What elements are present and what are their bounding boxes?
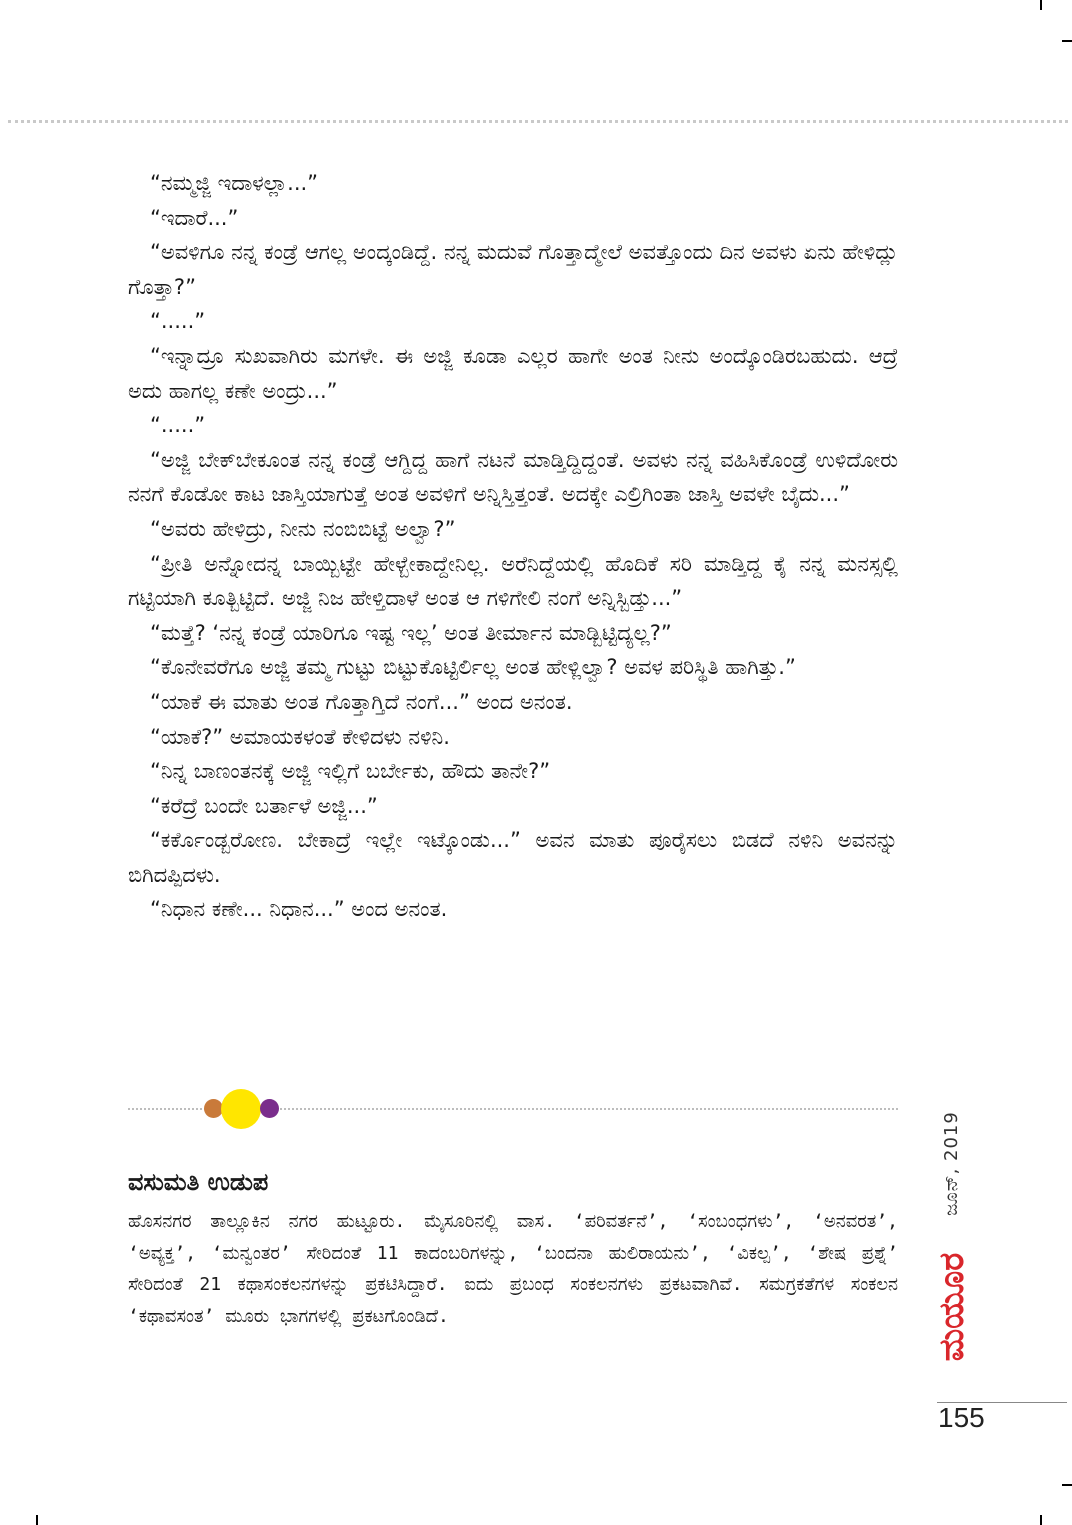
story-paragraph: “ಇದಾರೆ...” bbox=[150, 205, 239, 230]
story-paragraph: “ಮತ್ತೆ? ‘ನನ್ನ ಕಂಡ್ರೆ ಯಾರಿಗೂ ಇಷ್ಟ ಇಲ್ಲ’ ಅಂತ ತೀರ್ಮಾನ ಮಾಡ್ಬಿಟ್ಟಿದ್ಯಲ್ಲ?” bbox=[150, 620, 672, 645]
story-paragraph: “ಯಾಕೆ?” ಅಮಾಯಕಳಂತೆ ಕೇಳಿದಳು ನಳಿನಿ. bbox=[150, 724, 450, 749]
story-paragraph: “ನಮ್ಮಜ್ಜಿ ಇದಾಳಲ್ಲಾ...” bbox=[150, 171, 319, 195]
story-paragraph: “.....” bbox=[150, 413, 206, 438]
magazine-logo-text: ಮಯೂರ bbox=[932, 1252, 972, 1362]
author-bio: ಹೊಸನಗರ ತಾಲ್ಲೂಕಿನ ನಗರ ಹುಟ್ಟೂರು. ಮೈಸೂರಿನಲ್ಲಿ ವಾಸ. ‘ಪರಿವರ್ತನೆ’, ‘ಸಂಬಂಧಗಳು’, ‘ಅನವರತ’, ‘ಅವ್ಯಕ್ತ’, ‘ಮನ್ವಂತರ’ ಸೇರಿದಂತೆ 11 ಕಾದಂಬರಿಗಳನ್ನು, ‘ಬಂದನಾ ಹುಲಿರಾಯನು’, ‘ವಿಕಲ್ಪ’, ‘ಶೇಷ ಪ್ರಶ್ನೆ’ ಸೇರಿದಂತೆ 21 ಕಥಾಸಂಕಲನಗಳನ್ನು ಪ್ರಕಟಿಸಿದ್ದಾರೆ. ಐದು ಪ್ರಬಂಧ ಸಂಕಲನಗಳು ಪ್ರಕಟವಾಗಿವೆ. ಸಮಗ್ರಕತೆಗಳ ಸಂಕಲನ ‘ಕಥಾವಸಂತ’ ಮೂರು ಭಾಗಗಳಲ್ಲಿ ಪ್ರಕಟಗೊಂಡಿದೆ. bbox=[128, 1211, 898, 1327]
separator-dot-center bbox=[221, 1089, 261, 1129]
separator-dot-right bbox=[260, 1099, 279, 1118]
crop-mark-top-right-vertical bbox=[1040, 0, 1042, 10]
story-paragraph: “ಅವರು ಹೇಳಿದ್ರು, ನೀನು ನಂಬಿಬಿಟ್ಟೆ ಅಲ್ವಾ?” bbox=[150, 516, 456, 541]
magazine-logo bbox=[932, 1232, 972, 1382]
story-paragraph: “ಕೊನೇವರೆಗೂ ಅಜ್ಜಿ ತಮ್ಮ ಗುಟ್ಟು ಬಿಟ್ಟುಕೊಟ್ಟಿರ್ಲಿಲ್ಲ ಅಂತ ಹೇಳ್ಲಿಲ್ವಾ? ಅವಳ ಪರಿಸ್ಥಿತಿ ಹಾಗಿತ್ತು.” bbox=[150, 655, 796, 680]
story-paragraph: “.....” bbox=[150, 309, 206, 334]
crop-mark-bottom-right-vertical bbox=[1040, 1515, 1042, 1525]
issue-date-text: ಜೂನ್, 2019 bbox=[940, 1110, 962, 1216]
story-paragraph: “ಯಾಕೆ ಈ ಮಾತು ಅಂತ ಗೊತ್ತಾಗ್ತಿದೆ ನಂಗೆ...” ಅಂದ ಅನಂತ. bbox=[150, 689, 573, 714]
author-name: ವಸುಮತಿ ಉಡುಪ bbox=[128, 1168, 269, 1196]
story-paragraph: “ಕರೆದ್ರೆ ಬಂದೇ ಬರ್ತಾಳೆ ಅಜ್ಜಿ...” bbox=[150, 793, 378, 818]
story-paragraph: “ಕರ್ಕೊಂಡ್ಬರೋಣ. ಬೇಕಾದ್ರೆ ಇಲ್ಲೇ ಇಟ್ಕೊಂಡು...” ಅವನ ಮಾತು ಪೂರೈಸಲು ಬಿಡದೆ ನಳಿನಿ ಅವನನ್ನು ಬಿಗಿದಪ್ಪಿದಳು. bbox=[128, 828, 898, 887]
story-paragraph: “ಇನ್ನಾದ್ರೂ ಸುಖವಾಗಿರು ಮಗಳೇ. ಈ ಅಜ್ಜಿ ಕೂಡಾ ಎಲ್ಲರ ಹಾಗೇ ಅಂತ ನೀನು ಅಂದ್ಕೊಂಡಿರಬಹುದು. ಆದ್ರೆ ಅದು ಹಾಗಲ್ಲ ಕಣೇ ಅಂದ್ರು...” bbox=[128, 343, 898, 403]
story-paragraph: “ಅವಳಿಗೂ ನನ್ನ ಕಂಡ್ರೆ ಆಗಲ್ಲ ಅಂದ್ಕಂಡಿದ್ದೆ. ನನ್ನ ಮದುವೆ ಗೊತ್ತಾದ್ಮೇಲೆ ಅವತ್ತೊಂದು ದಿನ ಅವಳು ಏನು ಹೇಳಿದ್ಲು ಗೊತ್ತಾ?” bbox=[128, 240, 898, 299]
crop-mark-bottom-right-horizontal bbox=[1062, 1484, 1072, 1486]
crop-mark-top-right-horizontal bbox=[1062, 40, 1072, 42]
story-paragraph: “ಅಜ್ಜಿ ಬೇಕ್‌ಬೇಕೂಂತ ನನ್ನ ಕಂಡ್ರೆ ಆಗ್ದಿದ್ದ ಹಾಗೆ ನಟನೆ ಮಾಡ್ತಿದ್ದಿದ್ದಂತೆ. ಅವಳು ನನ್ನ ವಹಿಸಿಕೊಂಡ್ರೆ ಉಳಿದೋರು ನನಗೆ ಕೊಡೋ ಕಾಟ ಜಾಸ್ತಿಯಾಗುತ್ತೆ ಅಂತ ಅವಳಿಗೆ ಅನ್ನಿಸ್ತಿತ್ತಂತೆ. ಅದಕ್ಕೇ ಎಲ್ರಿಗಿಂತಾ ಜಾಸ್ತಿ ಅವಳೇ ಬೈದು...” bbox=[128, 447, 898, 507]
header-dotted-rule bbox=[8, 120, 1068, 123]
story-text bbox=[128, 166, 898, 927]
issue-date bbox=[938, 1108, 964, 1218]
crop-mark-bottom-left-vertical bbox=[36, 1515, 38, 1525]
story-paragraph: “ನಿಧಾನ ಕಣೇ... ನಿಧಾನ...” ಅಂದ ಅನಂತ. bbox=[150, 897, 448, 922]
story-paragraph: “ನಿನ್ನ ಬಾಣಂತನಕ್ಕೆ ಅಜ್ಜಿ ಇಲ್ಲಿಗೆ ಬರ್ಬೇಕು, ಹೌದು ತಾನೇ?” bbox=[150, 759, 551, 784]
page-number: 155 bbox=[938, 1402, 985, 1433]
story-paragraph: “ಪ್ರೀತಿ ಅನ್ನೋದನ್ನ ಬಾಯ್ಬಿಟ್ಟೇ ಹೇಳ್ಬೇಕಾದ್ದೇನಿಲ್ಲ. ಅರೆನಿದ್ದೆಯಲ್ಲಿ ಹೊದಿಕೆ ಸರಿ ಮಾಡ್ತಿದ್ದ ಕೈ ನನ್ನ ಮನಸ್ಸಲ್ಲಿ ಗಟ್ಟಿಯಾಗಿ ಕೂತ್ಬಿಟ್ಟಿದೆ. ಅಜ್ಜಿ ನಿಜ ಹೇಳ್ತಿದಾಳೆ ಅಂತ ಆ ಗಳಿಗೇಲಿ ನಂಗೆ ಅನ್ನಿಸ್ಬಿಡ್ತು...” bbox=[128, 551, 898, 611]
